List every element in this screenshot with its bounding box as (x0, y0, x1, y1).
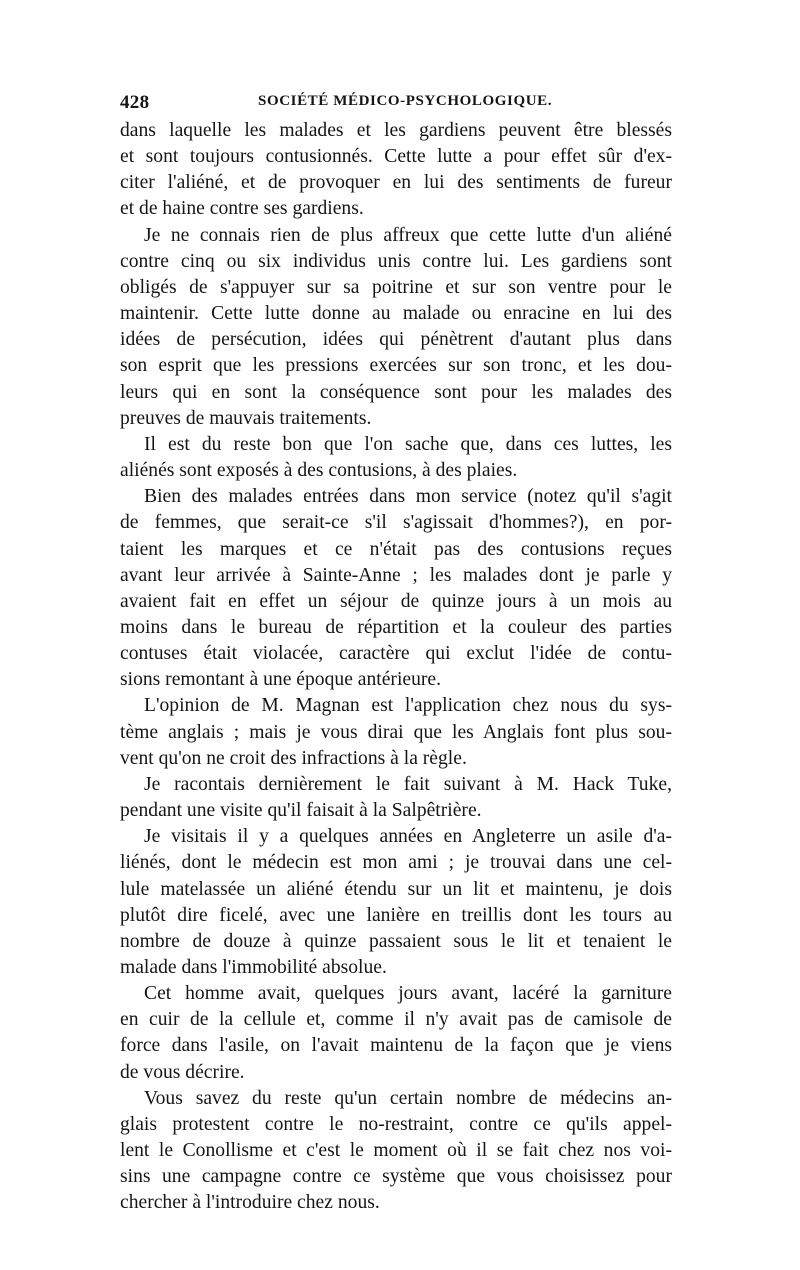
paragraph (120, 118, 672, 223)
text-line: aliénés sont exposés à des contusions, à des plaies. (120, 460, 518, 482)
paragraph (120, 1086, 672, 1217)
text-line: avant leur arrivée à Sainte-Anne ; les malades dont je parle y (120, 564, 672, 586)
text-line: avaient fait en effet un séjour de quinze jours à un mois au (120, 590, 672, 612)
text-line: lule matelassée un aliéné étendu sur un lit et maintenu, je dois (120, 878, 672, 900)
text-line: maintenir. Cette lutte donne au malade ou enracine en lui des (120, 303, 672, 325)
paragraph (120, 772, 672, 824)
text-line: en cuir de la cellule et, comme il n'y avait pas de camisole de (120, 1009, 672, 1031)
text-line: et sont toujours contusionnés. Cette lutte a pour effet sûr d'ex- (120, 146, 672, 168)
text-line: chercher à l'introduire chez nous. (120, 1192, 380, 1214)
text-line: moins dans le bureau de répartition et la couleur des parties (120, 616, 672, 638)
paragraph (120, 693, 672, 771)
text-line: lent le Conollisme et c'est le moment où il se fait chez nos voi- (120, 1140, 672, 1162)
book-page (120, 92, 672, 1217)
running-title: SOCIÉTÉ MÉDICO-PSYCHOLOGIQUE. (258, 93, 553, 109)
text-line: taient les marques et ce n'était pas des contusions reçues (120, 538, 672, 560)
text-line: Je racontais dernièrement le fait suivant à M. Hack Tuke, (144, 773, 672, 795)
text-line: et de haine contre ses gardiens. (120, 198, 364, 220)
text-line: son esprit que les pressions exercées sur son tronc, et les dou- (120, 355, 672, 377)
text-line: idées de persécution, idées qui pénètrent d'autant plus dans (120, 329, 672, 351)
text-line: L'opinion de M. Magnan est l'application chez nous du sys- (144, 695, 672, 717)
text-line: malade dans l'immobilité absolue. (120, 957, 387, 978)
text-line: force dans l'asile, on l'avait maintenu de la façon que je viens (120, 1035, 672, 1057)
paragraph (120, 824, 672, 981)
paragraph (120, 981, 672, 1086)
page-number: 428 (120, 92, 150, 113)
text-line: Bien des malades entrées dans mon service (notez qu'il s'agit (144, 486, 672, 508)
text-line: sions remontant à une époque antérieure. (120, 669, 442, 691)
text-line: glais protestent contre le no-restraint, contre ce qu'ils appel- (120, 1113, 672, 1135)
text-line: pendant une visite qu'il faisait à la Salpêtrière. (120, 800, 482, 822)
text-line: Il est du reste bon que l'on sache que, dans ces luttes, les (144, 433, 672, 455)
text-line: obligés de s'appuyer sur sa poitrine et sur son ventre pour le (120, 276, 672, 298)
text-line: vent qu'on ne croit des infractions à la règle. (120, 747, 467, 769)
text-line: de vous décrire. (120, 1061, 245, 1083)
text-line: Je ne connais rien de plus affreux que cette lutte d'un aliéné (144, 224, 672, 246)
text-line: liénés, dont le médecin est mon ami ; je trouvai dans une cel- (120, 852, 672, 874)
text-line: de femmes, que serait-ce s'il s'agissait d'hommes?), en por- (120, 512, 672, 534)
text-line: Cet homme avait, quelques jours avant, lacéré la garniture (144, 983, 672, 1005)
text-line: contuses était violacée, caractère qui exclut l'idée de contu- (120, 643, 672, 665)
text-line: sins une campagne contre ce système que vous choisissez pour (120, 1166, 672, 1188)
text-line: contre cinq ou six individus unis contre lui. Les gardiens sont (120, 250, 672, 272)
paragraph (120, 432, 672, 484)
text-line: nombre de douze à quinze passaient sous le lit et tenaient le (120, 930, 672, 952)
text-line: leurs qui en sont la conséquence sont pour les malades des (120, 381, 672, 403)
running-head (120, 92, 672, 118)
body-text (120, 118, 672, 1217)
paragraph (120, 484, 672, 693)
text-line: dans laquelle les malades et les gardiens peuvent être blessés (120, 120, 672, 141)
text-line: Je visitais il y a quelques années en Angleterre un asile d'a- (144, 826, 672, 848)
text-line: tème anglais ; mais je vous dirai que les Anglais font plus sou- (120, 721, 672, 743)
text-line: preuves de mauvais traitements. (120, 407, 372, 429)
text-line: Vous savez du reste qu'un certain nombre de médecins an- (144, 1087, 672, 1109)
paragraph (120, 223, 672, 432)
text-line: citer l'aliéné, et de provoquer en lui des sentiments de fureur (120, 172, 672, 194)
text-line: plutôt dire ficelé, avec une lanière en treillis dont les tours au (120, 904, 672, 926)
